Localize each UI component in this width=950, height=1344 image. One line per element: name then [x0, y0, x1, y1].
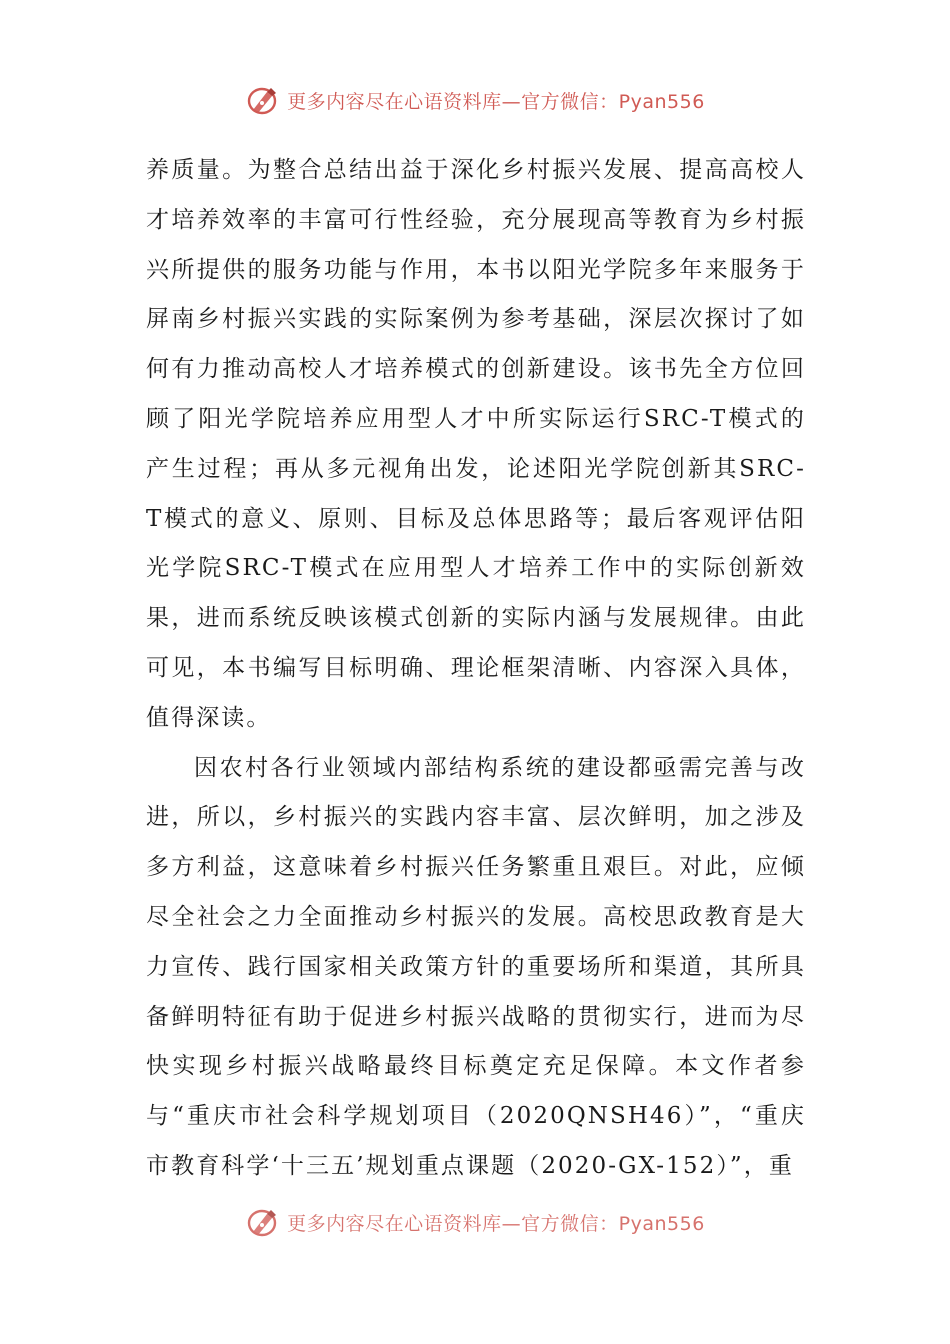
watermark-footer: [0, 1206, 950, 1238]
paragraph-1: 养质量。为整合总结出益于深化乡村振兴发展、提高高校人才培养效率的丰富可行性经验，充分展现高等教育为乡村振兴所提供的服务功能与作用，本书以阳光学院多年来服务于屏南乡村振兴实践的实际案例为参考基础，深层次探讨了如何有力推动高校人才培养模式的创新建设。该书先全方位回顾了阳光学院培养应用型人才中所实际运行SRC-T模式的产生过程；再从多元视角出发，论述阳光学院创新其SRC-T模式的意义、原则、目标及总体思路等；最后客观评估阳光学院SRC-T模式在应用型人才培养工作中的实际创新效果，进而系统反映该模式创新的实际内涵与发展规律。由此可见，本书编写目标明确、理论框架清晰、内容深入具体，值得深读。: [146, 157, 806, 731]
pen-nib-logo-icon: [245, 1206, 281, 1238]
paragraph-2: 因农村各行业领域内部结构系统的建设都亟需完善与改进，所以，乡村振兴的实践内容丰富、层次鲜明，加之涉及多方利益，这意味着乡村振兴任务繁重且艰巨。对此，应倾尽全社会之力全面推动乡村振兴的发展。高校思政教育是大力宣传、践行国家相关政策方针的重要场所和渠道，其所具备鲜明特征有助于促进乡村振兴战略的贯彻实行，进而为尽快实现乡村振兴战略最终目标奠定充足保障。本文作者参与“重庆市社会科学规划项目（2020QNSH46）”，“重庆市教育科学‘十三五’规划重点课题（2020-GX-152）”，重: [146, 754, 806, 1179]
watermark-text: 更多内容尽在心语资料库—官方微信：Pyan556: [287, 1212, 705, 1235]
watermark-text: 更多内容尽在心语资料库—官方微信：Pyan556: [287, 90, 705, 113]
pen-nib-logo-icon: [245, 84, 281, 116]
watermark-header: [0, 84, 950, 116]
document-body: [146, 146, 806, 1192]
